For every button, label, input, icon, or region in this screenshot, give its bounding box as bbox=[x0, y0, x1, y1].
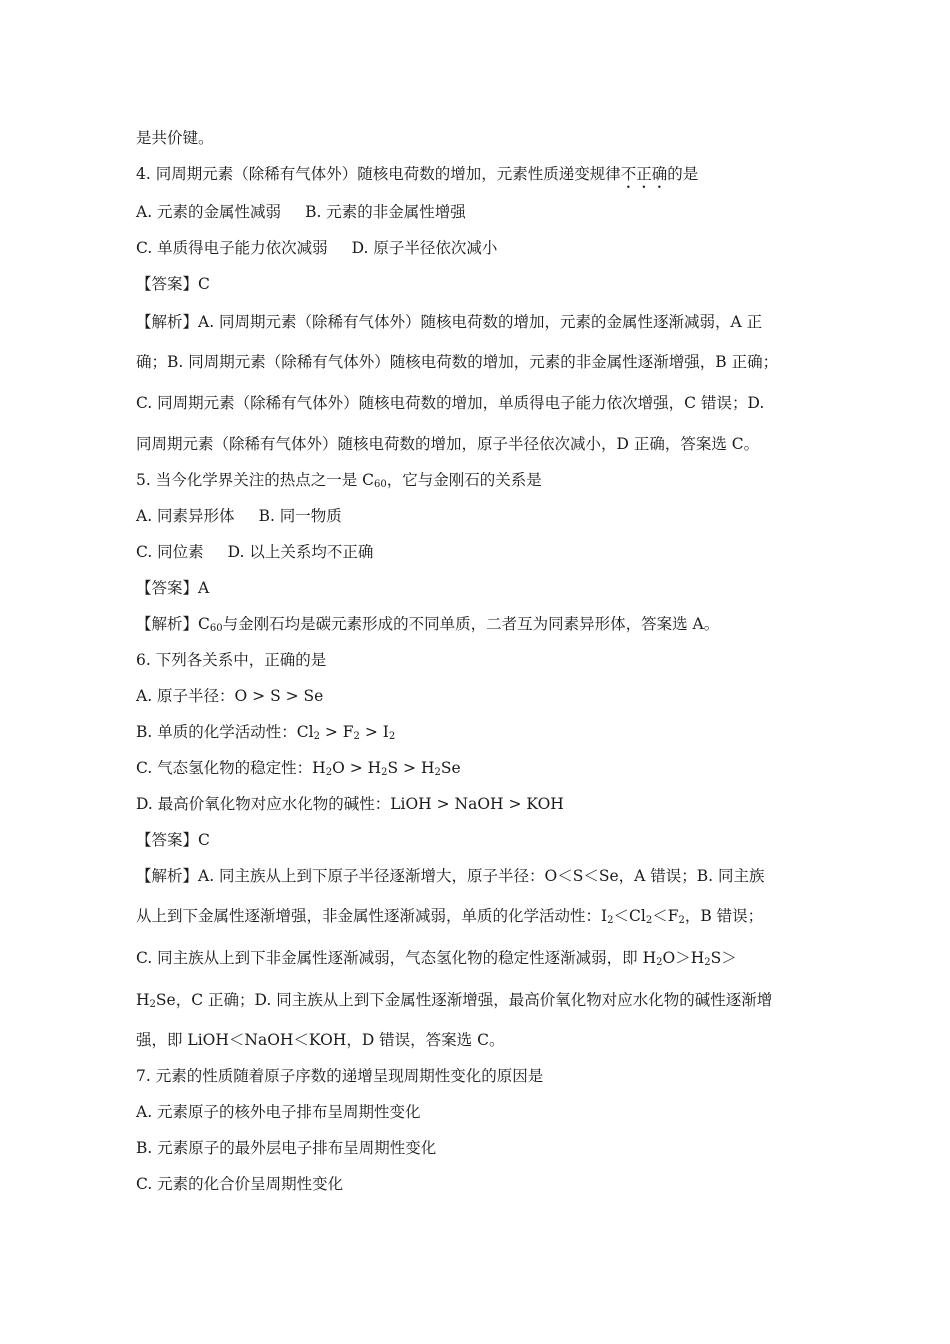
option-c: C. 同位素 bbox=[136, 543, 204, 561]
question-4-options-ab bbox=[136, 202, 850, 222]
analysis-6-line: $H_2Se$，C 正确；D. 同主族从上到下金属性逐渐增强，最高价氧化物对应水化物的碱性逐渐增 bbox=[136, 991, 773, 1010]
option-c: C. 元素的化合价呈周期性变化 bbox=[136, 1175, 344, 1193]
analysis-6-line: C. 同主族从上到下非金属性逐渐减弱，气态氢化物的稳定性逐渐减弱，即 $H_2O>H_2S>$ bbox=[136, 949, 737, 968]
question-7-stem: 7. 元素的性质随着原子序数的递增呈现周期性变化的原因是 bbox=[136, 1067, 544, 1085]
answer-5: 【答案】A bbox=[136, 579, 210, 597]
option-b: B. 元素的非金属性增强 bbox=[305, 203, 466, 221]
analysis-4-line: 同周期元素（除稀有气体外）随核电荷数的增加，原子半径依次减小，D 正确，答案选 C。 bbox=[136, 435, 760, 453]
question-5-options-cd bbox=[136, 542, 850, 562]
question-6-stem: 6. 下列各关系中，正确的是 bbox=[136, 651, 327, 669]
option-a: A. 同素异形体 bbox=[136, 507, 235, 525]
analysis-6-line: 强，即 LiOH＜NaOH＜KOH，D 错误，答案选 C。 bbox=[136, 1031, 505, 1049]
option-d: D. 最高价氧化物对应水化物的碱性：LiOH > NaOH > KOH bbox=[136, 795, 564, 813]
option-b: B. 同一物质 bbox=[258, 507, 342, 525]
analysis-4-line: 确；B. 同周期元素（除稀有气体外）随核电荷数的增加，元素的非金属性逐渐增强，B 正确； bbox=[136, 353, 779, 371]
question-4-options-cd bbox=[136, 238, 850, 258]
emphasized-text: 不正确 bbox=[620, 165, 668, 183]
option-b: B. 元素原子的最外层电子排布呈周期性变化 bbox=[136, 1139, 437, 1157]
option-a: A. 元素原子的核外电子排布呈周期性变化 bbox=[136, 1103, 421, 1121]
question-5-options-ab bbox=[136, 506, 850, 526]
question-5-stem: 5. 当今化学界关注的热点之一是 $C_{60}$，它与金刚石的关系是 bbox=[136, 471, 542, 490]
analysis-4-line: 【解析】A. 同周期元素（除稀有气体外）随核电荷数的增加，元素的金属性逐渐减弱，A 正 bbox=[136, 313, 763, 331]
option-d: D. 原子半径依次减小 bbox=[351, 239, 498, 257]
analysis-6-line: 从上到下金属性逐渐增强，非金属性逐渐减弱，单质的化学活动性：$I_2<Cl_2<F_2$，B 错误； bbox=[136, 907, 764, 926]
answer-6: 【答案】C bbox=[136, 831, 210, 849]
option-d: D. 以上关系均不正确 bbox=[227, 543, 374, 561]
option-c: C. 气态氢化物的稳定性：$H_2O > H_2S > H_2Se$ bbox=[136, 759, 461, 778]
analysis-5: 【解析】$C_{60}$与金刚石均是碳元素形成的不同单质，二者互为同素异形体，答案选 A。 bbox=[136, 615, 720, 634]
option-a: A. 元素的金属性减弱 bbox=[136, 203, 282, 221]
text-line: 是共价键。 bbox=[136, 129, 214, 147]
analysis-4-line: C. 同周期元素（除稀有气体外）随核电荷数的增加，单质得电子能力依次增强，C 错误；D. bbox=[136, 394, 765, 412]
option-c: C. 单质得电子能力依次减弱 bbox=[136, 239, 328, 257]
option-b: B. 单质的化学活动性：$Cl_2 > F_2 > I_2$ bbox=[136, 723, 396, 742]
question-4-stem: 4. 同周期元素（除稀有气体外）随核电荷数的增加，元素性质递变规律不正确的是 bbox=[136, 165, 699, 183]
analysis-6-line: 【解析】A. 同主族从上到下原子半径逐渐增大，原子半径：O＜S＜Se，A 错误；B. 同主族 bbox=[136, 867, 765, 885]
option-a: A. 原子半径：O > S > Se bbox=[136, 687, 324, 705]
answer-4: 【答案】C bbox=[136, 275, 210, 293]
